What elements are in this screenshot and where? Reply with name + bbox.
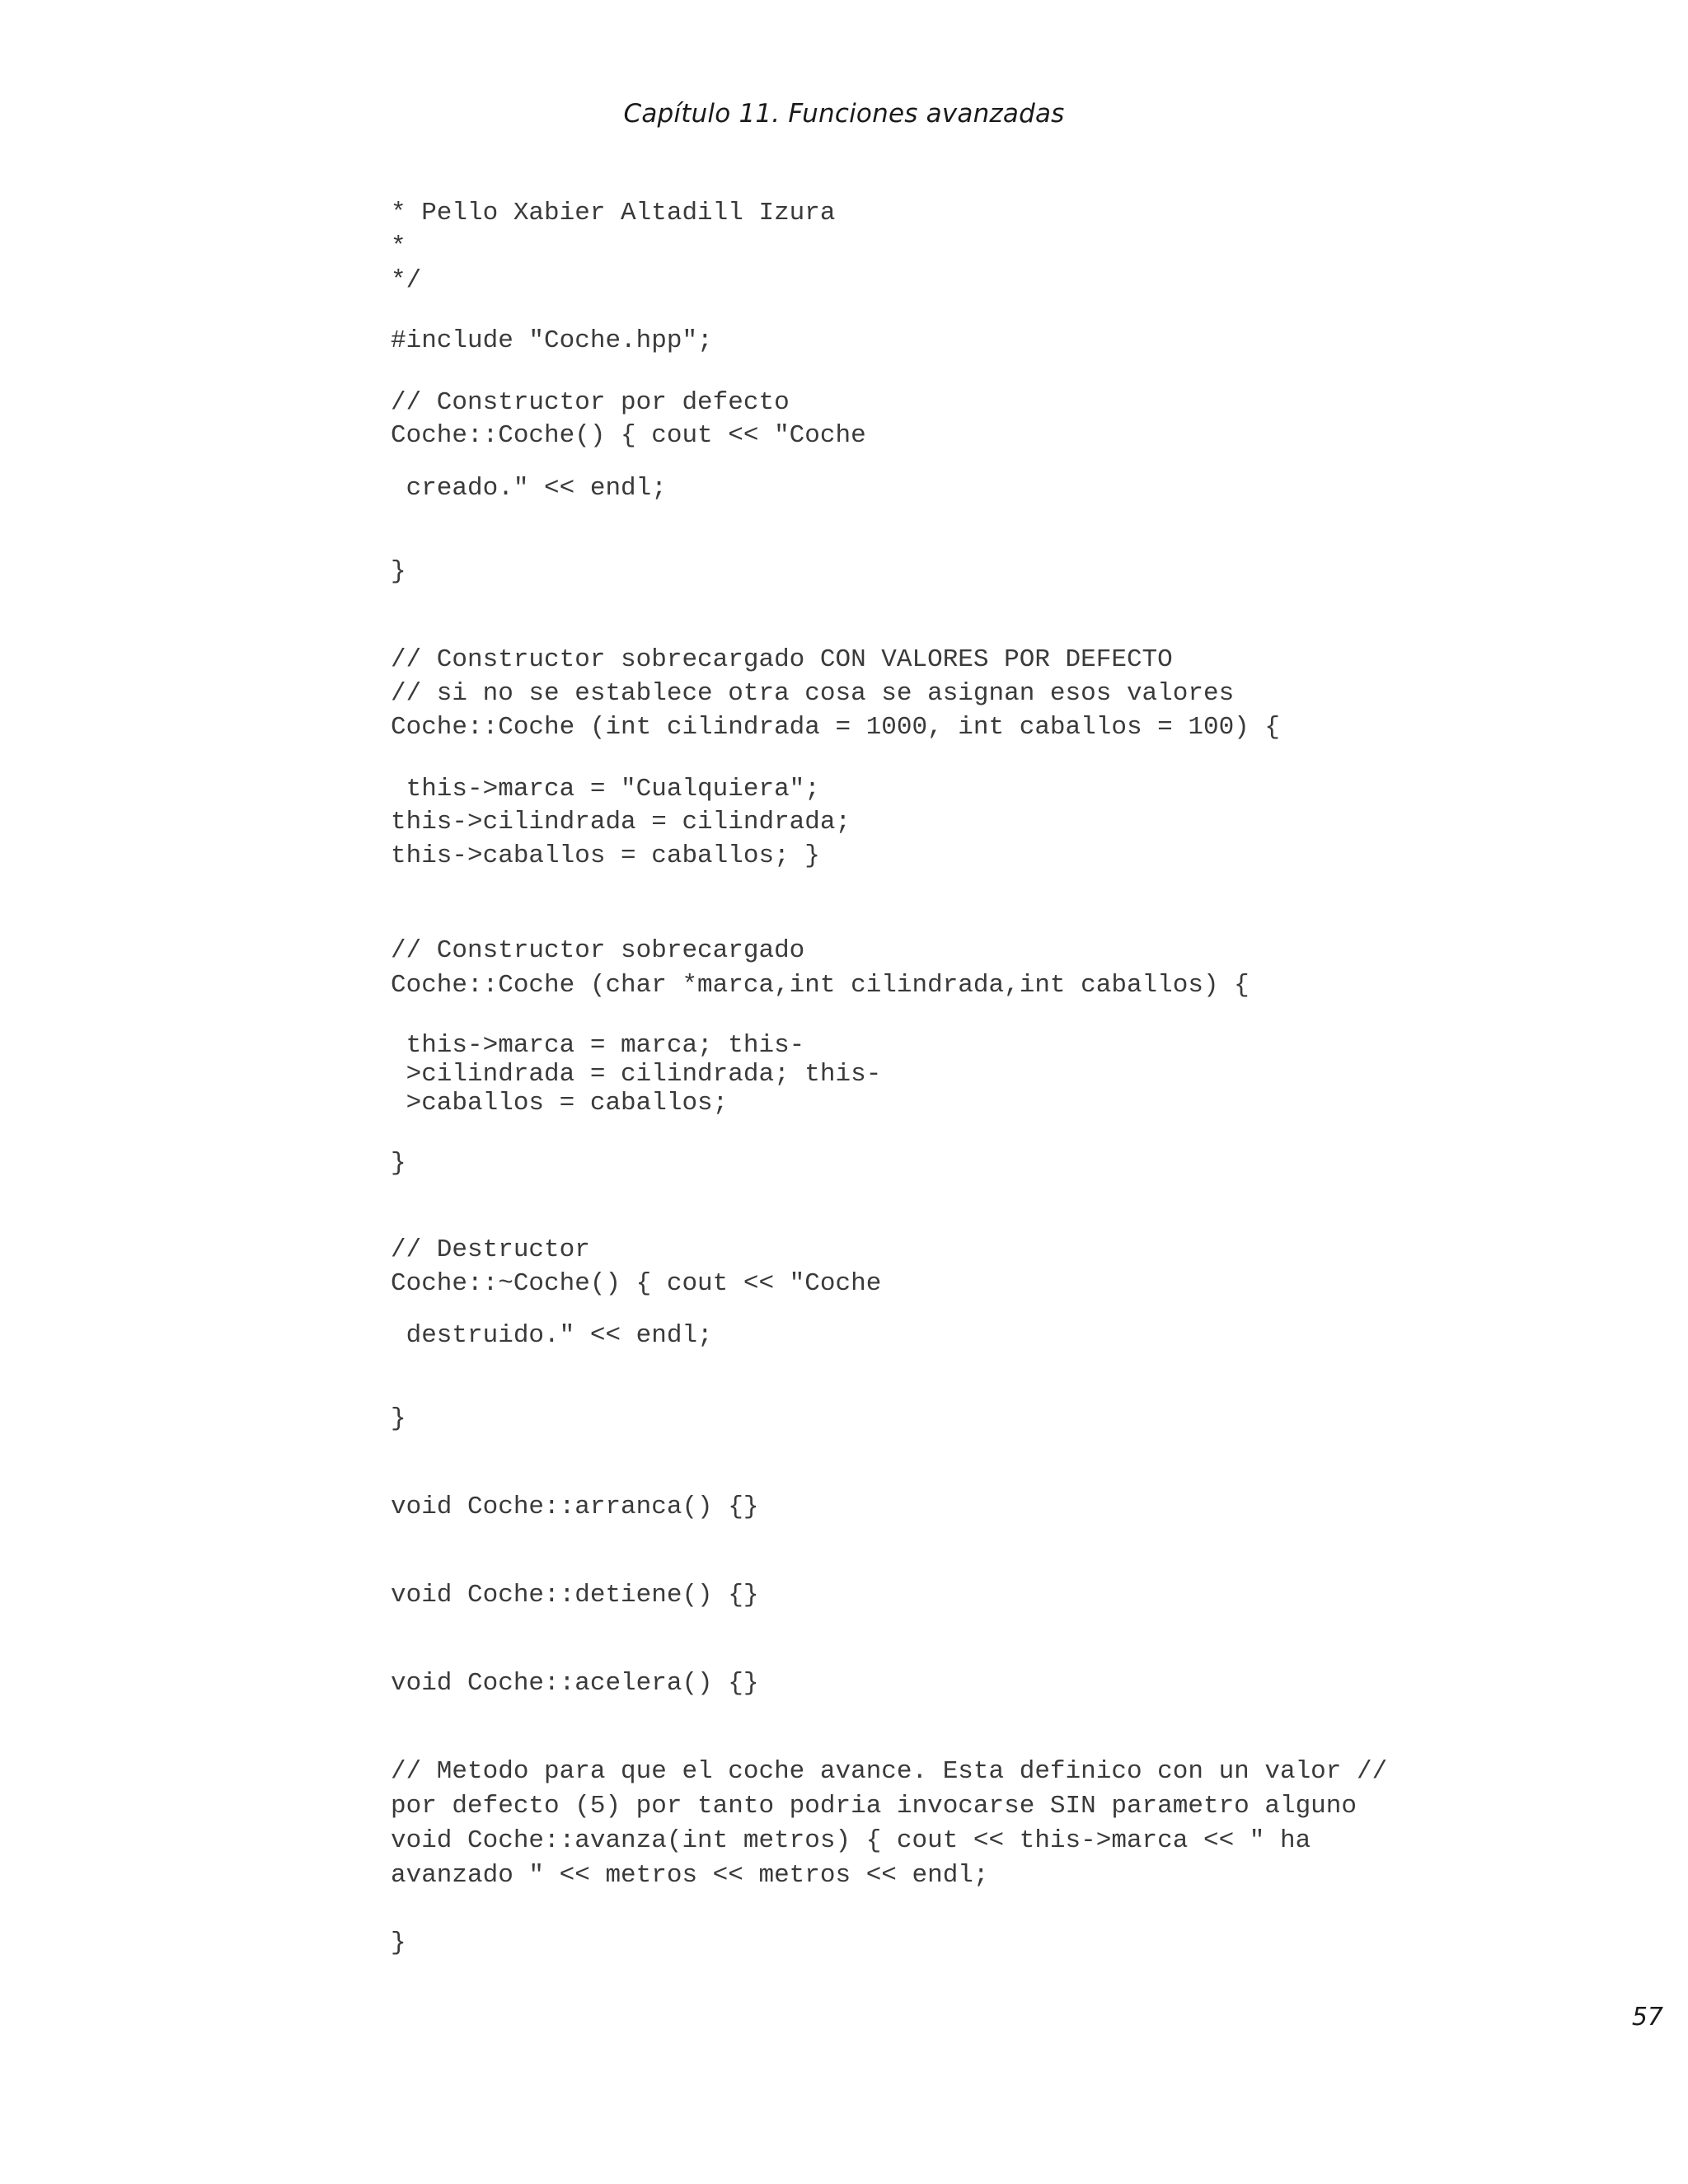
code-line: destruido." << endl;	[391, 1321, 713, 1350]
code-line: Coche::Coche() { cout << "Coche	[391, 421, 866, 450]
code-line: void Coche::acelera() {}	[391, 1669, 759, 1698]
code-line: this->marca = "Cualquiera";	[391, 775, 820, 804]
code-line: void Coche::avanza(int metros) { cout << this->marca << " ha	[391, 1826, 1311, 1855]
code-line: Coche::Coche (char *marca,int cilindrada,int caballos) {	[391, 971, 1250, 1000]
code-line: creado." << endl;	[391, 474, 667, 503]
code-line: *	[391, 232, 406, 261]
code-line: Coche::~Coche() { cout << "Coche	[391, 1269, 882, 1298]
code-line: // Constructor por defecto	[391, 388, 790, 417]
code-line: // si no se establece otra cosa se asignan esos valores	[391, 679, 1235, 708]
code-line: }	[391, 1149, 406, 1178]
code-line: avanzado " << metros << metros << endl;	[391, 1861, 989, 1890]
code-line: // Metodo para que el coche avance. Esta definico con un valor //	[391, 1757, 1388, 1786]
code-line: this->caballos = caballos; }	[391, 841, 820, 870]
code-line: }	[391, 1404, 406, 1433]
page-number: 57	[1631, 2003, 1663, 2032]
code-line: */	[391, 266, 422, 295]
code-line: #include "Coche.hpp";	[391, 326, 713, 355]
code-line: void Coche::arranca() {}	[391, 1493, 759, 1521]
code-line: Coche::Coche (int cilindrada = 1000, int caballos = 100) {	[391, 713, 1280, 742]
code-line: }	[391, 1929, 406, 1957]
code-line: // Constructor sobrecargado CON VALORES POR DEFECTO	[391, 645, 1173, 674]
code-line: void Coche::detiene() {}	[391, 1581, 759, 1610]
code-line: * Pello Xabier Altadill Izura	[391, 199, 836, 227]
running-header: Capítulo 11. Funciones avanzadas	[623, 99, 1065, 129]
code-line: // Destructor	[391, 1235, 590, 1264]
code-line: this->cilindrada = cilindrada;	[391, 808, 851, 837]
code-line: this->marca = marca; this-	[391, 1031, 805, 1060]
code-line: }	[391, 557, 406, 586]
code-line: >cilindrada = cilindrada; this-	[391, 1060, 882, 1089]
code-line: >caballos = caballos;	[391, 1089, 729, 1118]
code-line: // Constructor sobrecargado	[391, 936, 805, 965]
code-line: por defecto (5) por tanto podria invocarse SIN parametro alguno	[391, 1792, 1357, 1821]
